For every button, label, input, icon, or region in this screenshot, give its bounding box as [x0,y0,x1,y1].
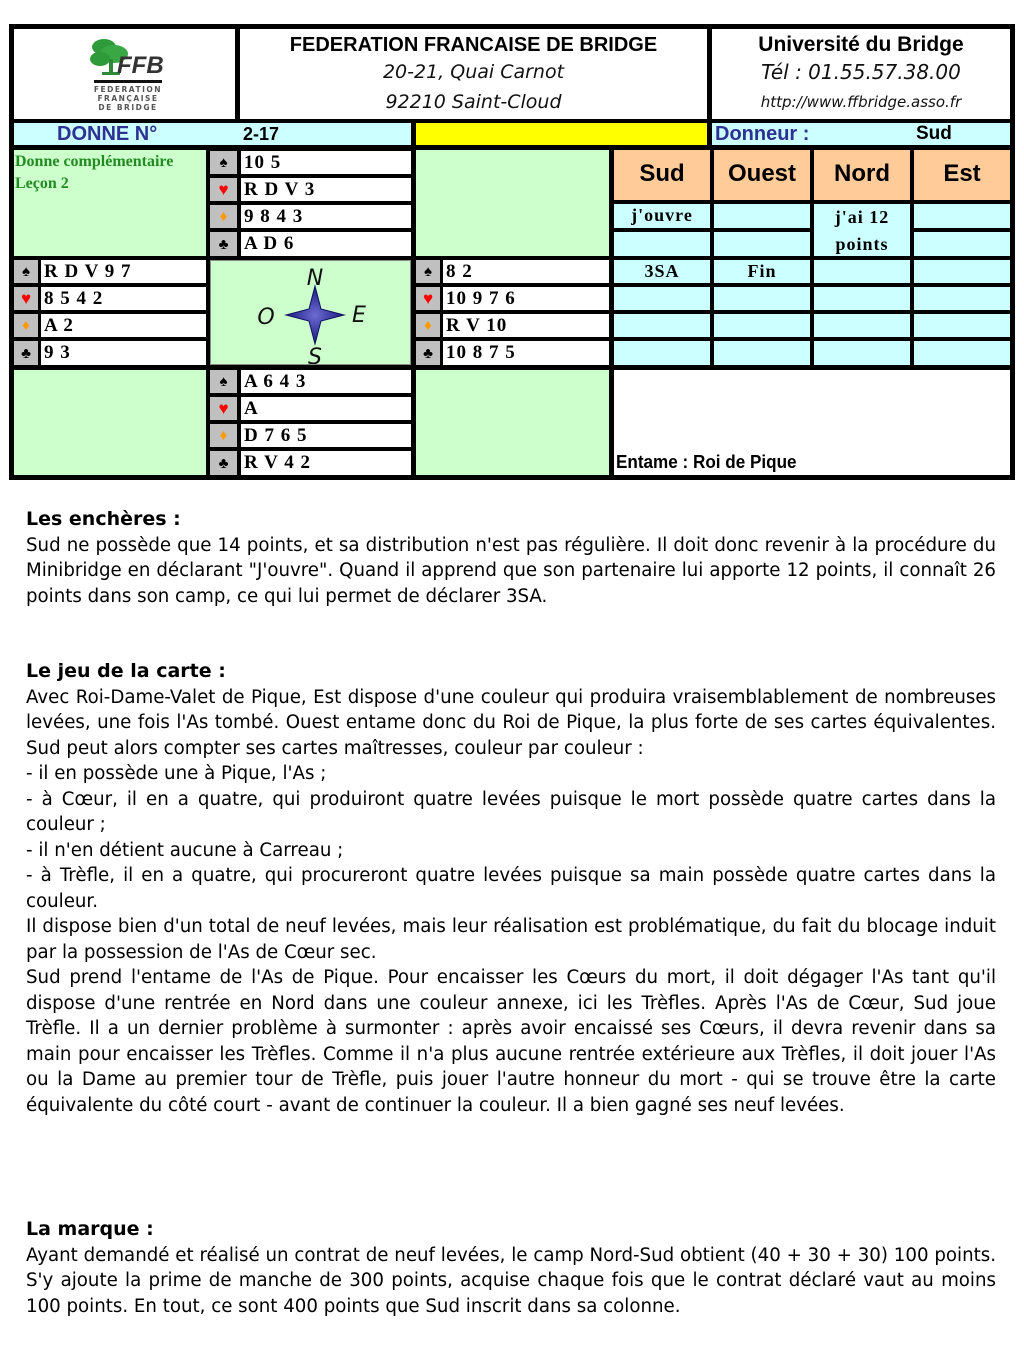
university-title: Université du Bridge [758,33,964,56]
logo-sub-1: FEDERATION [93,85,163,94]
club-icon: ♣ [416,341,440,365]
highlight-bar [416,123,707,145]
spade-icon: ♠ [416,260,440,283]
bottom-middle-empty [416,370,609,475]
north-diamonds: 9 8 4 3 [241,205,411,228]
bid-west-2: Fin [714,260,810,283]
bid-west-1b [714,232,810,256]
bid-cell [714,287,810,310]
logo-sub-3: DE BRIDGE [98,103,158,112]
club-icon: ♣ [14,341,38,365]
logo-cell [14,29,235,119]
bid-south-2: 3SA [614,260,710,283]
compass-cell [210,260,411,365]
south-hearts: A [241,397,411,420]
compass-north: N [306,266,324,291]
north-hearts: R D V 3 [241,178,411,201]
west-clubs: 9 3 [41,341,206,365]
east-diamonds: R V 10 [443,314,609,337]
bid-cell [814,287,910,310]
bid-cell [914,287,1010,310]
note-cell [14,150,206,256]
bid-cell [914,341,1010,365]
east-clubs: 10 8 7 5 [443,341,609,365]
compass-south: S [308,345,322,365]
bid-cell [614,287,710,310]
dealer-label: Donneur : [715,123,810,145]
deal-number: 2-17 [243,124,280,144]
top-right-empty [416,150,609,256]
section-title-marque: La marque : [26,1218,154,1240]
ffb-logo [14,29,235,119]
west-hearts: 8 5 4 2 [41,287,206,310]
bid-north-1: j'ai 12 points [814,204,910,256]
diamond-icon: ♦ [416,314,440,337]
section-title-encheres: Les enchères : [26,508,181,530]
north-clubs: A D 6 [241,232,411,256]
bidding-commentary [26,507,996,609]
dealer-cell [712,123,1010,145]
opening-lead-cell [614,370,1010,475]
jeu-paragraph-2: Il dispose bien d'un total de neuf levées, mais leur réalisation est problématique, du fait du blocage induit par la possession de l'As de Cœur sec. [26,916,996,963]
north-spades: 10 5 [241,151,411,174]
deal-sheet [9,24,1015,480]
deal-label: DONNE N° [57,123,158,145]
phone: Tél : 01.55.57.38.00 [761,60,961,84]
jeu-list-item-4: - à Trèfle, il en a quatre, qui procureront quatre levées puisque sa main possède quatre cartes dans la couleur. [26,865,996,912]
opening-lead: Entame : Roi de Pique [616,452,797,472]
west-spades: R D V 9 7 [41,260,206,283]
play-commentary [26,659,996,1118]
score-commentary [26,1217,996,1319]
bid-cell [614,314,710,337]
bid-header-est: Est [914,150,1010,200]
university-cell [712,29,1010,119]
website-link[interactable]: http://www.ffbridge.asso.fr [760,93,962,111]
compass-rose-icon [211,261,411,365]
south-diamonds: D 7 6 5 [241,424,411,447]
diamond-icon: ♦ [14,314,38,337]
spade-icon: ♠ [14,260,38,283]
compass-east: E [352,303,366,328]
address-line-2: 92210 Saint-Cloud [385,91,562,113]
encheres-text: Sud ne possède que 14 points, et sa distribution n'est pas régulière. Il doit donc revenir à la procédure du Minibridge en déclarant "J'ouvre". Quand il apprend que son partenaire lui apporte 12 points, il connaît 26 points dans son camp, ce qui lui permet de déclarer 3SA. [26,534,996,607]
note-line-1: Donne complémentaire [15,153,174,170]
south-clubs: R V 4 2 [241,451,411,475]
federation-cell [240,29,707,119]
bid-cell [814,314,910,337]
bid-cell [914,314,1010,337]
bid-cell [714,341,810,365]
jeu-paragraph-1: Avec Roi-Dame-Valet de Pique, Est dispose d'une couleur qui produira vraisemblablement de nombreuses levées, une fois l'As tombé. Ouest entame donc du Roi de Pique, la plus forte de ses cartes équivalentes. Sud peut alors compter ses cartes maîtresses, couleur par couleur : [26,686,996,759]
bid-cell [614,341,710,365]
compass-star [286,286,344,344]
bid-header-nord: Nord [814,150,910,200]
jeu-paragraph-3: Sud prend l'entame de l'As de Pique. Pour encaisser les Cœurs du mort, il doit dégager l'As tant qu'il dispose d'une rentrée en Nord dans une couleur annexe, ici les Trèfles. Après l'As de Cœur, Sud joue Trèfle. Il a un dernier problème à surmonter : après avoir encaissé ses Cœurs, il devra revenir dans sa main pour encaisser les Trèfles. Comme il n'a plus aucune rentrée extérieure aux Trèfles, il doit jouer l'As ou la Dame au premier tour de Trèfle, puis jouer l'autre honneur du mort - qui se trouve être la carte équivalente du côté court - avant de continuer la couleur. Il a bien gagné ses neuf levées. [26,967,996,1116]
spade-icon: ♠ [210,151,237,174]
diamond-icon: ♦ [210,205,237,228]
bid-header-ouest: Ouest [714,150,810,200]
logo-text: FFB [117,52,164,79]
bid-cell [714,314,810,337]
club-icon: ♣ [210,232,237,256]
marque-text: Ayant demandé et réalisé un contrat de neuf levées, le camp Nord-Sud obtient (40 + 30 + 30) 100 points. S'y ajoute la prime de manche de 300 points, acquise chaque fois que le contrat déclaré vaut au moins 100 points. En tout, ce sont 400 points que Sud inscrit dans sa colonne. [26,1244,996,1317]
west-diamonds: A 2 [41,314,206,337]
federation-title: FEDERATION FRANCAISE DE BRIDGE [289,34,658,56]
bid-south-1b [614,232,710,256]
bid-west-1 [714,204,810,228]
jeu-list-item-3: - il n'en détient aucune à Carreau ; [26,839,344,861]
spade-icon: ♠ [210,370,237,393]
bid-north-2 [814,260,910,283]
south-spades: A 6 4 3 [241,370,411,393]
section-title-jeu: Le jeu de la carte : [26,660,226,682]
bid-cell [814,341,910,365]
east-spades: 8 2 [443,260,609,283]
address-line-1: 20-21, Quai Carnot [382,61,565,83]
heart-icon: ♥ [210,397,237,420]
jeu-list-item-2: - à Cœur, il en a quatre, qui produiront quatre levées puisque le mort possède quatre cartes dans la couleur ; [26,788,996,835]
heart-icon: ♥ [14,287,38,310]
deal-number-cell [14,123,411,145]
compass-west: O [257,305,275,330]
heart-icon: ♥ [210,178,237,201]
club-icon: ♣ [210,451,237,475]
bid-east-1b [914,232,1010,256]
bottom-left-empty [14,370,206,475]
note-line-2: Leçon 2 [15,175,69,192]
heart-icon: ♥ [416,287,440,310]
diamond-icon: ♦ [210,424,237,447]
bid-east-1 [914,204,1010,228]
bid-south-1: j'ouvre [614,204,710,228]
logo-sub-2: FRANÇAISE [97,94,159,103]
bid-east-2 [914,260,1010,283]
bid-header-sud: Sud [614,150,710,200]
jeu-list-item-1: - il en possède une à Pique, l'As ; [26,763,327,784]
dealer-value: Sud [916,123,952,144]
east-hearts: 10 9 7 6 [443,287,609,310]
